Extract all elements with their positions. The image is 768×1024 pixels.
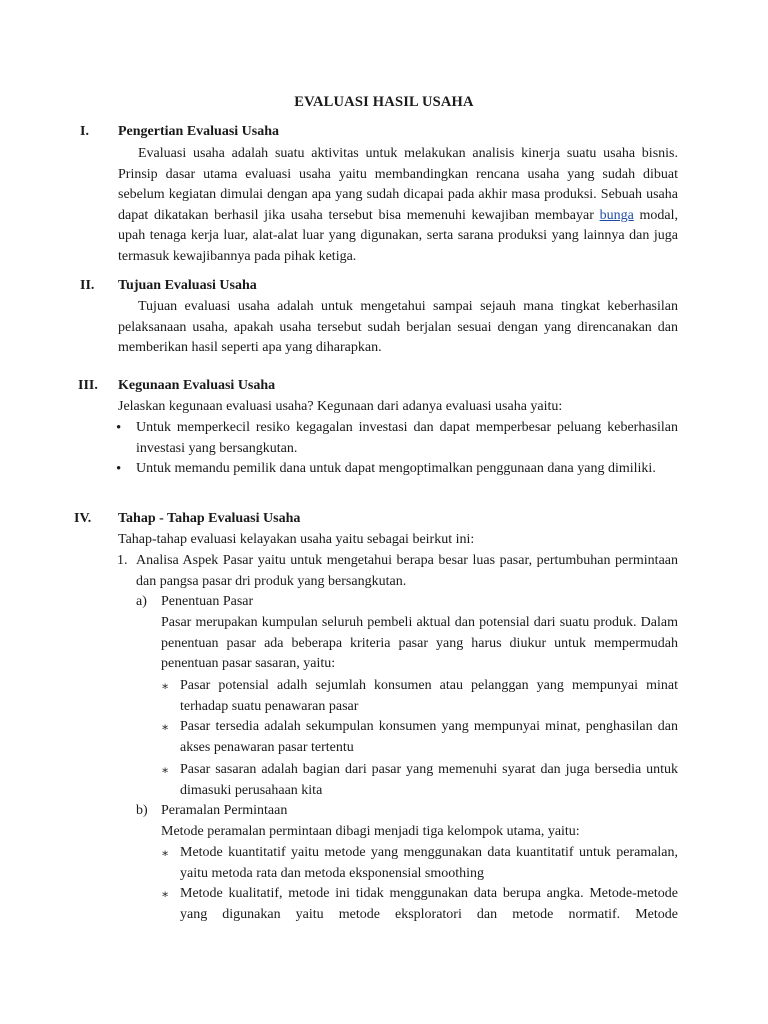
sub-a-item-2: Pasar tersedia adalah sekumpulan konsumen yang mempunyai minat, penghasilan dan akses penawaran pasar tertentu	[180, 719, 678, 755]
section-1-text-a: Evaluasi usaha adalah suatu aktivitas untuk melakukan analisis kinerja suatu usaha bisnis. Prinsip dasar utama evaluasi usaha yaitu membandingkan rencana usaha yang sudah dibuat sebelum kegiatan dimulai dengan apa yang sudah dicapai pada akhir masa produksi. Sebuah usaha dapat dikatakan berhasil jika usaha tersebut bisa memenuhi kewajiban membayar	[118, 146, 678, 223]
section-2-paragraph: Tujuan evaluasi usaha adalah untuk mengetahui sampai sejauh mana tingkat keberhasilan pelaksanaan usaha, apakah usaha tersebut sudah berjalan sesuai dengan yang direncanakan dan memberikan hasil seperti apa yang diharapkan.	[118, 299, 678, 355]
sub-list-marker-a: a)	[136, 594, 147, 609]
sub-list-marker-b: b)	[136, 803, 148, 818]
sub-a-item-1: Pasar potensial adalh sejumlah konsumen atau pelanggan yang mempunyai minat terhadap suatu penawaran pasar	[180, 678, 678, 714]
list-number-1: 1.	[117, 553, 128, 568]
sub-b-title: Peramalan Permintaan	[161, 803, 288, 818]
section-3-bullet-1: Untuk memperkecil resiko kegagalan investasi dan dapat memperbesar peluang keberhasilan investasi yang bersangkutan.	[136, 420, 678, 456]
section-3-heading: Kegunaan Evaluasi Usaha	[118, 378, 276, 393]
section-3-number: III.	[78, 378, 98, 393]
star-bullet: ∗	[161, 846, 170, 860]
star-bullet: ∗	[161, 887, 170, 901]
bunga-link[interactable]: bunga	[599, 207, 634, 223]
sub-b-paragraph: Metode peramalan permintaan dibagi menjadi tiga kelompok utama, yaitu:	[161, 824, 580, 839]
star-bullet: ∗	[161, 720, 170, 734]
star-bullet: ∗	[161, 763, 170, 777]
sub-a-paragraph: Pasar merupakan kumpulan seluruh pembeli aktual dan potensial dari suatu produk. Dalam penentuan pasar ada beberapa kriteria pasar yang harus diukur untuk mempermudah penentuan pasar sasaran, yaitu:	[161, 615, 678, 671]
section-2-number: II.	[80, 278, 95, 293]
section-1-paragraph	[118, 144, 678, 267]
bullet-marker: •	[116, 461, 122, 477]
section-3-intro: Jelaskan kegunaan evaluasi usaha? Kegunaan dari adanya evaluasi usaha yaitu:	[118, 399, 563, 414]
section-4-item-1: Analisa Aspek Pasar yaitu untuk mengetahui berapa besar luas pasar, pertumbuhan permintaan dan pangsa pasar dri produk yang bersangkutan.	[136, 553, 678, 589]
sub-b-item-1: Metode kuantitatif yaitu metode yang menggunakan data kuantitatif untuk peramalan, yaitu metoda rata dan metoda eksponensial smoothing	[180, 845, 678, 881]
document-title: EVALUASI HASIL USAHA	[294, 94, 474, 110]
section-1-heading: Pengertian Evaluasi Usaha	[118, 124, 280, 139]
section-4-heading: Tahap - Tahap Evaluasi Usaha	[118, 511, 301, 526]
sub-b-item-2: Metode kualitatif, metode ini tidak menggunakan data berupa angka. Metode-metode yang digunakan yaitu metode eksploratori dan metode normatif. Metode	[180, 886, 678, 922]
section-3-bullet-2: Untuk memandu pemilik dana untuk dapat mengoptimalkan penggunaan dana yang dimiliki.	[136, 461, 656, 476]
section-1-number: I.	[80, 124, 89, 139]
section-4-number: IV.	[74, 511, 92, 526]
sub-a-title: Penentuan Pasar	[161, 594, 254, 609]
section-2-heading: Tujuan Evaluasi Usaha	[118, 278, 257, 293]
section-4-intro: Tahap-tahap evaluasi kelayakan usaha yaitu sebagai beirkut ini:	[118, 532, 475, 547]
star-bullet: ∗	[161, 679, 170, 693]
bullet-marker: •	[116, 420, 122, 436]
section-1-text-b: modal, upah tenaga kerja luar, alat-alat luar yang digunakan, serta sarana produksi yang lainnya dan juga termasuk kewajibannya pada pihak ketiga.	[118, 207, 678, 264]
sub-a-item-3: Pasar sasaran adalah bagian dari pasar yang memenuhi syarat dan juga bersedia untuk dimasuki perusahaan kita	[180, 762, 678, 798]
